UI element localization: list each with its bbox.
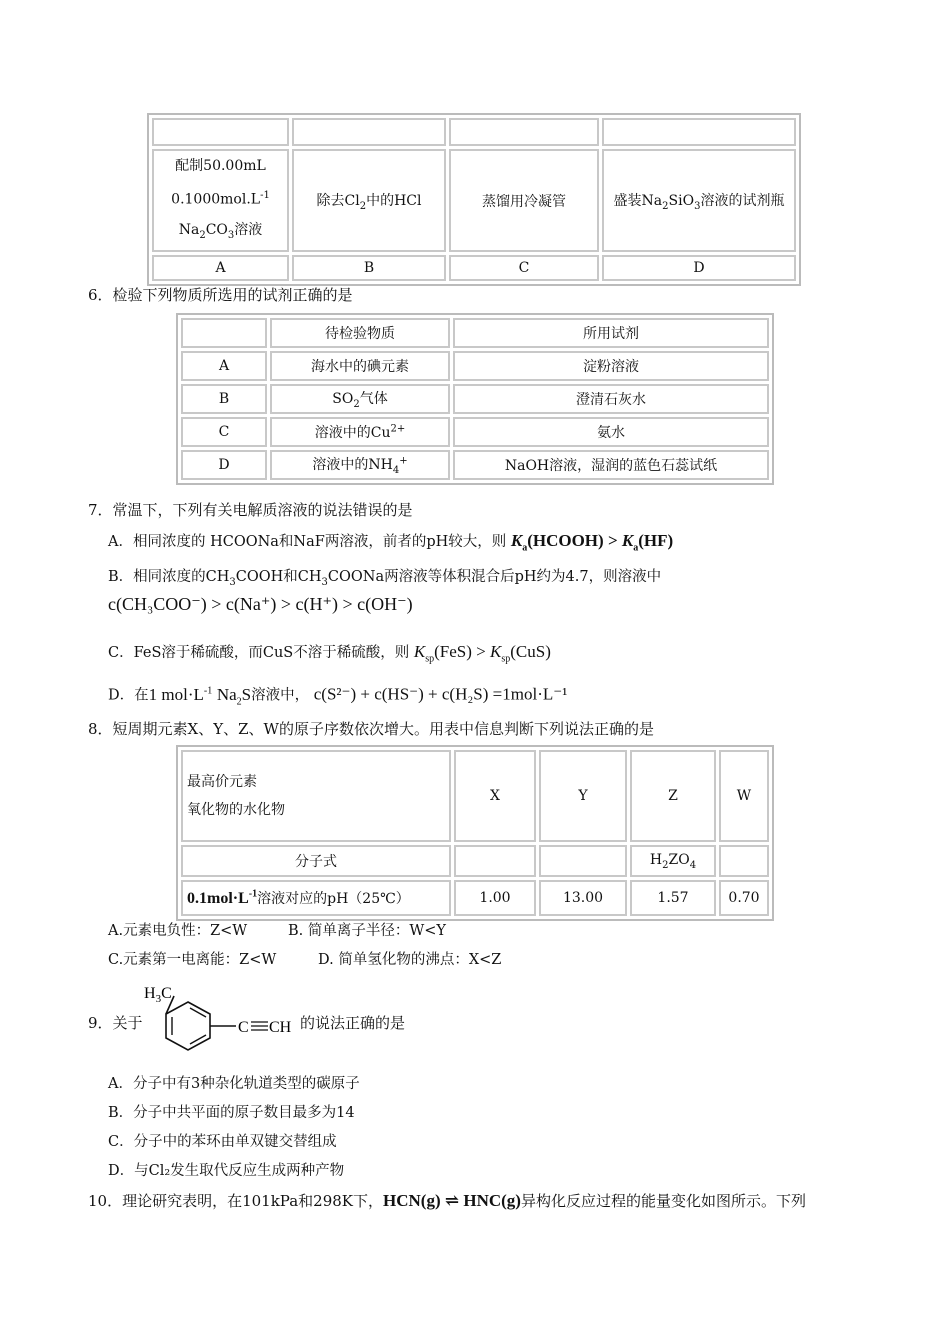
q6-d-sup: + (399, 455, 408, 467)
q8-ph-conc-sup: -1 (248, 888, 258, 900)
q8-element-z: Z (630, 750, 716, 842)
q6-b-gas: 气体 (359, 391, 388, 408)
q8-element-y: Y (539, 750, 627, 842)
q6-table (176, 313, 774, 485)
label-a: A (152, 255, 289, 281)
q6-c-sup: 2+ (390, 423, 406, 435)
q8-option-c: C.元素第一电离能：Z<W (108, 952, 277, 968)
q7-c-text: C．FeS溶于稀硫酸，而CuS不溶于稀硫酸，则 (108, 645, 410, 661)
q7-d-na: Na (216, 684, 237, 704)
q8-table (176, 745, 774, 921)
q7-d-conc-val: 1 mol·L (148, 684, 204, 704)
q8-option-a: A.元素电负性：Z<W (108, 923, 248, 939)
desc-a-co: CO (205, 221, 228, 238)
q6-b-so: SO (332, 391, 354, 408)
q7-b-sub1: 3 (229, 576, 236, 588)
q6-d-text: 溶液中的NH (312, 457, 393, 474)
h3c-sub: 3 (155, 993, 162, 1005)
q8-formula-z-h: H (649, 851, 663, 868)
q6-d-sub: 4 (392, 464, 400, 476)
q6-row-b-substance (270, 384, 450, 414)
q7-b-text1: B．相同浓度的CH (108, 569, 230, 585)
q9-option-b: B．分子中共平面的原子数目最多为14 (108, 1105, 355, 1121)
q6-row-a-label: A (181, 351, 267, 381)
image-cell-c (449, 118, 599, 146)
h3c-h: H (144, 985, 156, 1002)
desc-a-sub1: 2 (199, 229, 206, 241)
q7-a-sub2: a (633, 542, 639, 554)
q6-stem: 6．检验下列物质所选用的试剂正确的是 (88, 286, 353, 304)
q7-option-b (108, 565, 661, 595)
q6-b-sub: 2 (353, 398, 360, 410)
q10-stem (88, 1189, 806, 1213)
q7-d-s: S (241, 684, 252, 704)
q5-equipment-table (147, 113, 801, 286)
option-b-desc (292, 149, 446, 252)
option-d-desc (602, 149, 796, 252)
q6-row-c-reagent: 氨水 (453, 417, 769, 447)
q8-formula-y (539, 845, 627, 877)
desc-a-line1: 配制50.00mL (175, 158, 266, 174)
q8-ph-text: 溶液对应的pH（25℃） (257, 891, 410, 907)
q7-a-k1: K (510, 531, 523, 550)
desc-a-soln: 溶液 (234, 221, 263, 238)
h3c-c: C (161, 985, 172, 1002)
q7-a-mid: (HCOOH) > (527, 531, 622, 550)
q7-c-sub2: sp (501, 653, 511, 665)
q10-stem-prefix: 10．理论研究表明，在101kPa和298K下， (88, 1192, 384, 1210)
label-b: B (292, 255, 446, 281)
desc-a-line2 (158, 181, 283, 215)
q9-option-d: D．与Cl₂发生取代反应生成两种产物 (108, 1163, 345, 1179)
q7-c-sub1: sp (425, 653, 435, 665)
q8-element-x: X (454, 750, 536, 842)
image-cell-d (602, 118, 796, 146)
q8-formula-z-sub2: 4 (689, 859, 697, 871)
q8-ph-conc (187, 890, 257, 907)
q8-formula-z-zo: ZO (668, 851, 690, 868)
desc-d-pre: 盛装Na (613, 192, 663, 209)
q6-row-a-reagent: 淀粉溶液 (453, 351, 769, 381)
image-cell-b (292, 118, 446, 146)
q8-stem: 8．短周期元素X、Y、Z、W的原子序数依次增大。用表中信息判断下列说法正确的是 (88, 720, 654, 738)
q7-option-c (108, 640, 551, 671)
q6-row-d-label: D (181, 450, 267, 480)
q9-option-c: C．分子中的苯环由单双键交替组成 (108, 1134, 337, 1150)
q7-d-conc (149, 685, 213, 704)
q10-math: HCN(g) ⇌ HNC(g) (383, 1191, 521, 1210)
q6-row-c-label: C (181, 417, 267, 447)
q7-a-tail: (HF) (638, 531, 674, 550)
h3c-label (144, 985, 172, 1005)
q8-element-w: W (719, 750, 769, 842)
desc-a-sub2: 3 (227, 229, 235, 241)
option-c-desc (449, 149, 599, 252)
q6-row-a-substance: 海水中的碘元素 (270, 351, 450, 381)
q7-c-tail: (CuS) (510, 642, 551, 661)
q9-stem-suffix: 的说法正确的是 (300, 1014, 406, 1032)
q8-formula-z (630, 845, 716, 877)
q8-formula-x (454, 845, 536, 877)
q7-c-k1: K (413, 642, 426, 661)
q7-b-math: c(CH₃COO⁻) > c(Na⁺) > c(H⁺) > c(OH⁻) (108, 594, 413, 614)
q8-formula-z-sub1: 2 (662, 859, 669, 871)
image-cell-a (152, 118, 289, 146)
q6-header-blank (181, 318, 267, 348)
q6-row-d-reagent: NaOH溶液，湿润的蓝色石蕊试纸 (453, 450, 769, 480)
q7-d-na-sub: 2 (236, 696, 242, 708)
q7-c-math (413, 642, 551, 665)
q7-a-text: A．相同浓度的 HCOONa和NaF两溶液，前者的pH较大，则 (108, 534, 507, 550)
q7-a-k2: K (621, 531, 634, 550)
q7-d-text: D．在 (108, 687, 149, 704)
q7-b-text3: COONa两溶液等体积混合后pH约为4.7，则溶液中 (327, 569, 662, 585)
q7-stem: 7．常温下，下列有关电解质溶液的说法错误的是 (88, 501, 413, 519)
q9-option-a: A．分子中有3种杂化轨道类型的碳原子 (108, 1076, 360, 1092)
desc-b-post: 中的HCl (366, 192, 422, 209)
q7-a-sub1: a (522, 542, 528, 554)
q6-header-substance: 待检验物质 (270, 318, 450, 348)
q7-b-sub2: 3 (321, 576, 328, 588)
q8-ph-y: 13.00 (539, 880, 627, 916)
q7-d-text2: 溶液中， (251, 687, 310, 704)
ring-double-bond-3 (190, 1008, 206, 1017)
q7-d-conc-sup: -1 (203, 685, 213, 696)
option-a-desc (152, 149, 289, 252)
q6-row-b-label: B (181, 384, 267, 414)
q6-c-text: 溶液中的Cu (314, 425, 391, 441)
desc-d-mid: SiO (668, 192, 695, 209)
desc-b-pre: 除去Cl (316, 192, 360, 209)
q7-option-a (108, 529, 673, 560)
desc-b-sub: 2 (359, 200, 367, 212)
q6-row-b-reagent: 澄清石灰水 (453, 384, 769, 414)
q7-d-math: c(S²⁻) + c(HS⁻) + c(H₂S) =1mol·L⁻¹ (313, 684, 568, 704)
q6-row-c-substance (270, 417, 450, 447)
q8-formula-w (719, 845, 769, 877)
desc-c: 蒸馏用冷凝管 (482, 193, 566, 210)
q8-header-line2: 氧化物的水化物 (187, 802, 285, 818)
q6-header-reagent: 所用试剂 (453, 318, 769, 348)
q8-option-b: B. 简单离子半径：W<Y (288, 923, 446, 939)
q6-row-d-substance (270, 450, 450, 480)
label-c: C (449, 255, 599, 281)
q10-stem-suffix: 异构化反应过程的能量变化如图所示。下列 (520, 1192, 806, 1210)
methylphenylacetylene-structure-icon (140, 978, 300, 1068)
desc-d-sub1: 2 (662, 200, 669, 212)
desc-a-sup: -1 (260, 190, 270, 201)
label-d: D (602, 255, 796, 281)
q7-c-mid: (FeS) > (434, 642, 490, 661)
q8-ph-conc-val: 0.1mol·L (187, 890, 249, 907)
ring-double-bond-2 (190, 1035, 206, 1044)
q8-formula-label: 分子式 (181, 845, 451, 877)
desc-d-post: 溶液的试剂瓶 (700, 192, 785, 209)
desc-a-na: Na (178, 221, 200, 238)
q7-option-d (108, 679, 567, 714)
alkyne-c-label: C (238, 1019, 249, 1036)
desc-a-line3 (158, 215, 283, 251)
q8-ph-x: 1.00 (454, 880, 536, 916)
q8-ph-z: 1.57 (630, 880, 716, 916)
q7-d-na2s (216, 684, 252, 708)
desc-a-conc: 0.1000mol.L (171, 191, 261, 208)
q8-header-label (181, 750, 451, 842)
q7-c-k2: K (489, 642, 502, 661)
q7-a-math (510, 531, 674, 554)
q8-ph-w: 0.70 (719, 880, 769, 916)
q8-header-line1: 最高价元素 (187, 774, 257, 790)
desc-d-sub2: 3 (694, 200, 701, 212)
alkyne-ch-label: CH (269, 1019, 292, 1036)
q9-stem-prefix: 9．关于 (88, 1014, 143, 1032)
q8-option-d: D. 简单氢化物的沸点：X<Z (318, 952, 502, 968)
q7-b-text2: COOH和CH (235, 569, 322, 585)
q8-ph-label (181, 880, 451, 916)
